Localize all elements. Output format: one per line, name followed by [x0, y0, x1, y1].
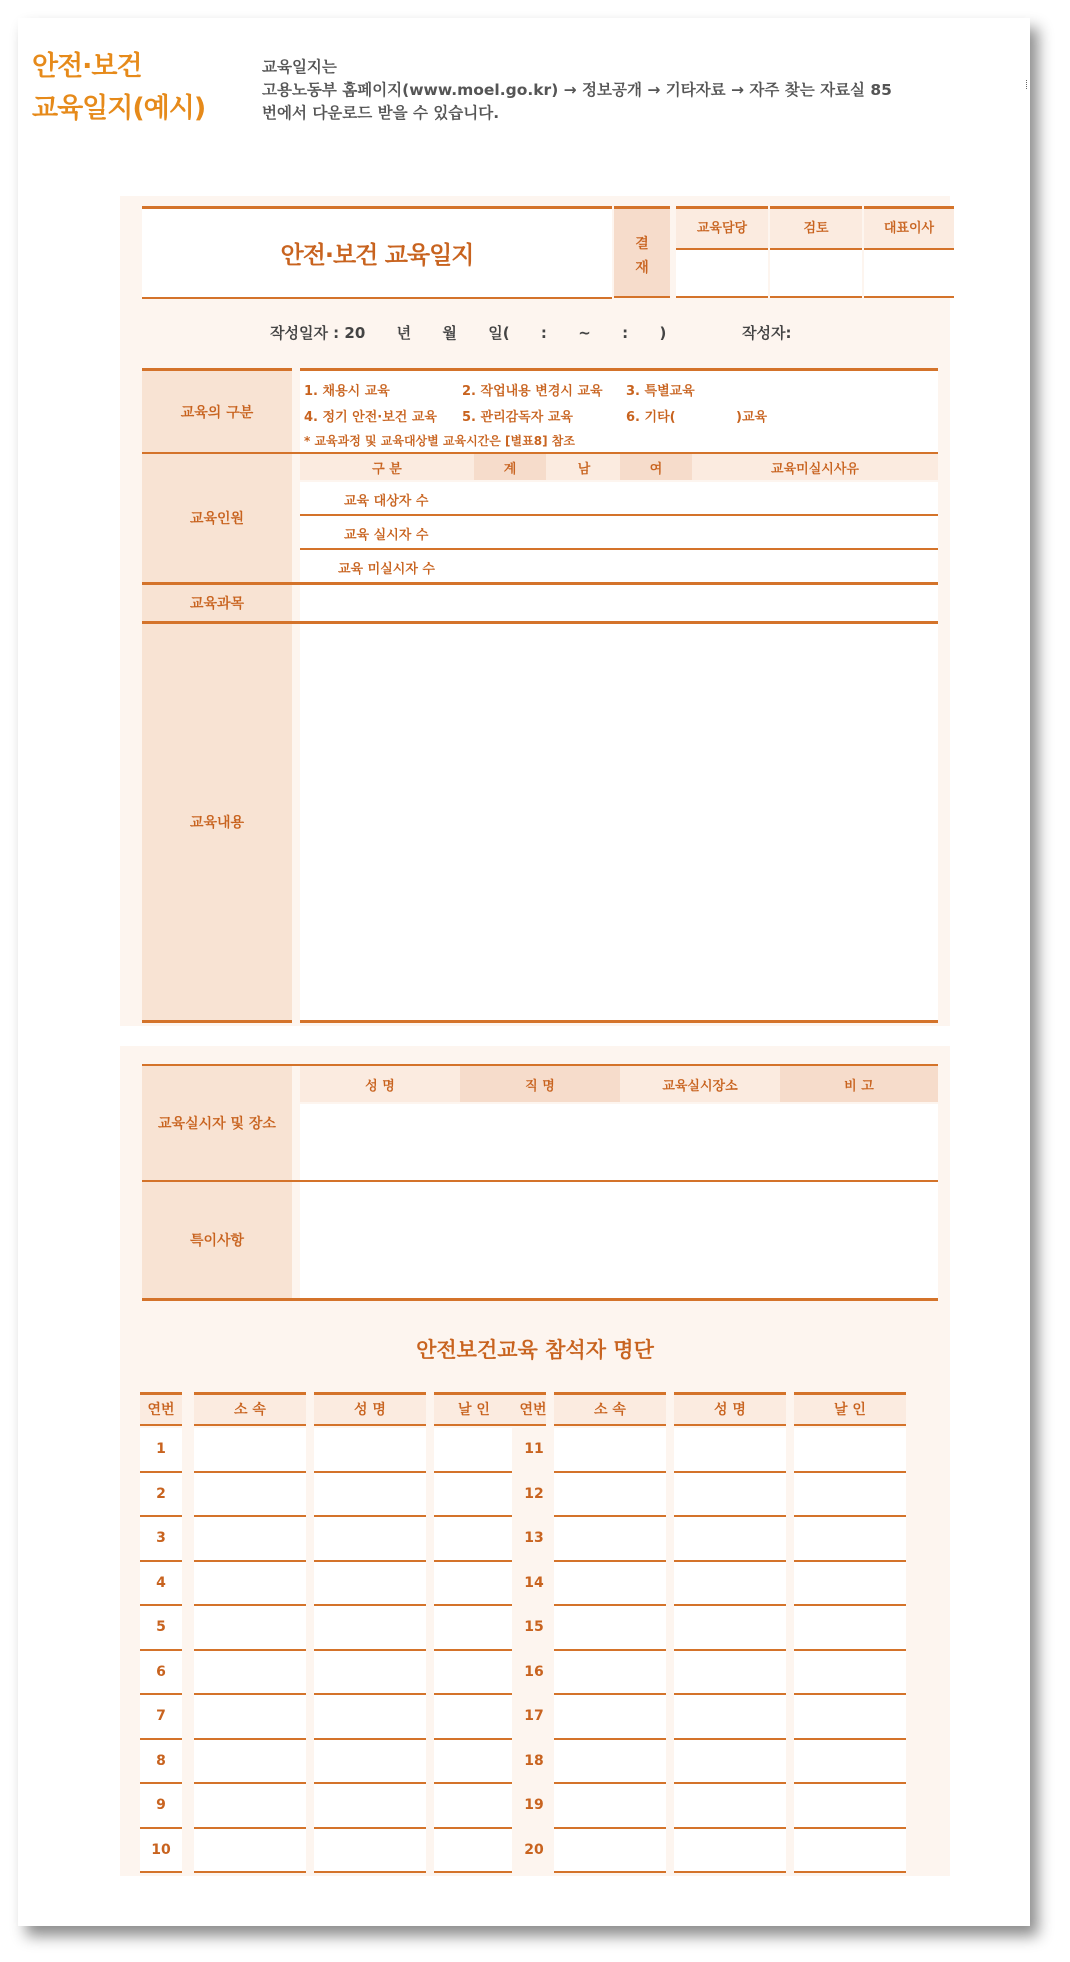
personnel-header-male: 남 [577, 461, 591, 477]
content-label: 교육내용 [142, 624, 292, 1020]
edge-mark [1026, 80, 1030, 89]
category-option-2[interactable]: 2. 작업내용 변경시 교육 [462, 384, 603, 399]
roster-no-cell: 12 [524, 1485, 544, 1502]
roster-seal-cell[interactable] [794, 1562, 906, 1607]
category-option-1[interactable]: 1. 채용시 교육 [304, 384, 390, 399]
divider [300, 514, 938, 516]
roster-name-cell[interactable] [674, 1473, 786, 1518]
roster-no-cell: 7 [140, 1695, 182, 1740]
roster-affiliation-cell[interactable] [554, 1829, 666, 1874]
roster-row [140, 1517, 906, 1562]
section-gap [120, 1026, 950, 1046]
download-note-line2: 고용노동부 홈페이지(www.moel.go.kr) → 정보공개 → 기타자료 → 자주 찾는 자료실 85 [262, 81, 892, 99]
personnel-row-conducted: 교육 실시자 수 [344, 528, 429, 543]
subject-field[interactable] [300, 585, 938, 621]
divider [142, 1298, 938, 1301]
personnel-header-total: 계 [503, 461, 517, 477]
approval-col-ceo [864, 206, 954, 298]
approval-label [614, 232, 670, 280]
roster-affiliation-cell[interactable] [554, 1740, 666, 1785]
download-note-line3: 번에서 다운로드 받을 수 있습니다. [262, 104, 500, 122]
roster-no-cell: 13 [524, 1530, 544, 1547]
roster-no-cell: 18 [524, 1752, 544, 1769]
roster-row [140, 1606, 906, 1651]
roster-name-cell[interactable] [314, 1473, 426, 1518]
roster-header-name-right: 성 명 [714, 1402, 746, 1418]
roster-affiliation-cell[interactable] [554, 1562, 666, 1607]
roster-name-cell[interactable] [314, 1428, 426, 1473]
roster-name-cell[interactable] [674, 1784, 786, 1829]
roster-seal-cell[interactable] [434, 1606, 512, 1651]
roster-affiliation-cell[interactable] [194, 1740, 306, 1785]
roster-no-cell: 6 [140, 1651, 182, 1696]
roster-affiliation-cell[interactable] [554, 1695, 666, 1740]
instructor-field[interactable] [300, 1104, 938, 1180]
instructor-label: 교육실시자 및 장소 [142, 1066, 292, 1180]
roster-row [140, 1829, 906, 1874]
roster-header-no-left: 연번 [147, 1402, 175, 1418]
approval-col-header: 대표이사 [883, 220, 935, 236]
page-title-line1: 안전·보건 [32, 51, 142, 82]
roster-name-cell[interactable] [314, 1740, 426, 1785]
approval-signature-box[interactable] [770, 250, 862, 298]
roster-seal-cell[interactable] [434, 1740, 512, 1785]
roster-seal-cell[interactable] [794, 1740, 906, 1785]
page-title [32, 46, 205, 130]
roster-row [140, 1784, 906, 1829]
roster-row [140, 1740, 906, 1785]
roster-row [140, 1428, 906, 1473]
roster-affiliation-cell[interactable] [554, 1517, 666, 1562]
roster-seal-cell[interactable] [794, 1517, 906, 1562]
category-option-6-suffix: )교육 [736, 410, 768, 425]
roster-no-cell: 5 [140, 1606, 182, 1651]
approval-col-header: 검토 [803, 220, 829, 236]
roster-seal-cell[interactable] [794, 1473, 906, 1518]
category-option-6[interactable]: 6. 기타( [626, 410, 676, 425]
roster-name-cell[interactable] [674, 1517, 786, 1562]
roster-seal-cell[interactable] [434, 1517, 512, 1562]
instructor-header-location: 교육실시장소 [662, 1078, 738, 1094]
roster-affiliation-cell[interactable] [554, 1428, 666, 1473]
roster-row [140, 1473, 906, 1518]
roster-seal-cell[interactable] [794, 1428, 906, 1473]
roster-seal-cell[interactable] [434, 1695, 512, 1740]
roster-table [140, 1392, 944, 1872]
roster-header-no-right: 연번 [519, 1402, 547, 1418]
content-field[interactable] [300, 624, 938, 1020]
remarks-label: 특이사항 [142, 1182, 292, 1298]
roster-affiliation-cell[interactable] [194, 1606, 306, 1651]
roster-seal-cell[interactable] [794, 1651, 906, 1696]
roster-affiliation-cell[interactable] [194, 1473, 306, 1518]
personnel-row-targets: 교육 대상자 수 [344, 494, 429, 509]
category-note: * 교육과정 및 교육대상별 교육시간은 [별표8] 참조 [304, 434, 575, 448]
approval-col-education [676, 206, 768, 298]
roster-no-cell: 2 [140, 1473, 182, 1518]
personnel-header-female: 여 [649, 461, 663, 477]
roster-affiliation-cell[interactable] [194, 1428, 306, 1473]
roster-seal-cell[interactable] [434, 1473, 512, 1518]
roster-no-cell: 14 [524, 1574, 544, 1591]
divider [300, 548, 938, 550]
author-label[interactable]: 작성자: [742, 324, 792, 342]
roster-seal-cell[interactable] [794, 1695, 906, 1740]
roster-no-cell: 19 [524, 1797, 544, 1814]
roster-affiliation-cell[interactable] [194, 1562, 306, 1607]
approval-col-header: 교육담당 [696, 220, 748, 236]
roster-title: 안전보건교육 참석자 명단 [416, 1338, 654, 1362]
roster-seal-cell[interactable] [434, 1428, 512, 1473]
roster-no-cell: 10 [140, 1829, 182, 1874]
roster-affiliation-cell[interactable] [194, 1829, 306, 1874]
category-label: 교육의 구분 [142, 368, 292, 452]
category-option-4[interactable]: 4. 정기 안전·보건 교육 [304, 410, 437, 425]
roster-name-cell[interactable] [674, 1562, 786, 1607]
personnel-header-reason: 교육미실시사유 [771, 461, 859, 477]
roster-seal-cell[interactable] [434, 1651, 512, 1696]
roster-no-cell: 16 [524, 1663, 544, 1680]
roster-affiliation-cell[interactable] [194, 1695, 306, 1740]
roster-name-cell[interactable] [314, 1829, 426, 1874]
roster-header-affiliation-right: 소 속 [594, 1402, 626, 1418]
roster-seal-cell[interactable] [794, 1829, 906, 1874]
roster-name-cell[interactable] [314, 1606, 426, 1651]
roster-row [140, 1651, 906, 1696]
roster-name-cell[interactable] [674, 1606, 786, 1651]
roster-name-cell[interactable] [314, 1784, 426, 1829]
download-note [262, 56, 892, 125]
roster-seal-cell[interactable] [434, 1784, 512, 1829]
approval-signature-box[interactable] [676, 250, 768, 298]
roster-affiliation-cell[interactable] [194, 1651, 306, 1696]
roster-name-cell[interactable] [674, 1829, 786, 1874]
roster-affiliation-cell[interactable] [194, 1784, 306, 1829]
instructor-header-name: 성 명 [365, 1078, 395, 1094]
category-option-5[interactable]: 5. 관리감독자 교육 [462, 410, 573, 425]
roster-no-cell: 15 [524, 1619, 544, 1636]
approval-label-top: 결 [635, 236, 649, 252]
roster-seal-cell[interactable] [794, 1606, 906, 1651]
roster-no-cell: 17 [524, 1708, 544, 1725]
instructor-header-position: 직 명 [525, 1078, 555, 1094]
download-note-line1: 교육일지는 [262, 58, 337, 76]
roster-header-seal-left: 날 인 [458, 1402, 490, 1418]
roster-no-cell: 11 [524, 1441, 544, 1458]
roster-affiliation-cell[interactable] [554, 1784, 666, 1829]
personnel-header-category: 구 분 [372, 461, 402, 477]
divider [142, 1020, 292, 1023]
divider [300, 1020, 938, 1023]
approval-label-bottom: 재 [635, 260, 649, 276]
instructor-header-note: 비 고 [844, 1078, 874, 1094]
roster-no-cell: 4 [140, 1562, 182, 1607]
roster-name-cell[interactable] [674, 1740, 786, 1785]
personnel-row-missed: 교육 미실시자 수 [338, 562, 435, 577]
roster-header-affiliation-left: 소 속 [234, 1402, 266, 1418]
roster-name-cell[interactable] [674, 1651, 786, 1696]
roster-affiliation-cell[interactable] [554, 1651, 666, 1696]
roster-row [140, 1695, 906, 1740]
document-sheet [18, 18, 1030, 1926]
roster-name-cell[interactable] [314, 1517, 426, 1562]
roster-row [140, 1562, 906, 1607]
approval-signature-box[interactable] [864, 250, 954, 298]
category-option-3[interactable]: 3. 특별교육 [626, 384, 695, 399]
roster-no-cell: 20 [524, 1841, 544, 1858]
roster-name-cell[interactable] [314, 1695, 426, 1740]
personnel-label: 교육인원 [142, 454, 292, 582]
roster-no-cell: 3 [140, 1517, 182, 1562]
roster-name-cell[interactable] [314, 1651, 426, 1696]
roster-affiliation-cell[interactable] [554, 1473, 666, 1518]
roster-name-cell[interactable] [674, 1428, 786, 1473]
remarks-field[interactable] [300, 1182, 938, 1298]
roster-header-seal-right: 날 인 [834, 1402, 866, 1418]
form-title: 안전·보건 교육일지 [280, 240, 474, 269]
roster-affiliation-cell[interactable] [554, 1606, 666, 1651]
roster-name-cell[interactable] [314, 1562, 426, 1607]
roster-no-cell: 8 [140, 1740, 182, 1785]
education-log-form [120, 196, 950, 1876]
date-line[interactable]: 작성일자 : 20 년 월 일( : ~ : ) [270, 324, 667, 342]
roster-affiliation-cell[interactable] [194, 1517, 306, 1562]
roster-seal-cell[interactable] [434, 1829, 512, 1874]
subject-label: 교육과목 [142, 585, 292, 621]
roster-seal-cell[interactable] [434, 1562, 512, 1607]
roster-name-cell[interactable] [674, 1695, 786, 1740]
page-title-line2: 교육일지(예시) [32, 93, 206, 124]
roster-header-name-left: 성 명 [354, 1402, 386, 1418]
roster-no-cell: 1 [140, 1428, 182, 1473]
roster-no-cell: 9 [140, 1784, 182, 1829]
approval-col-review [770, 206, 862, 298]
roster-seal-cell[interactable] [794, 1784, 906, 1829]
